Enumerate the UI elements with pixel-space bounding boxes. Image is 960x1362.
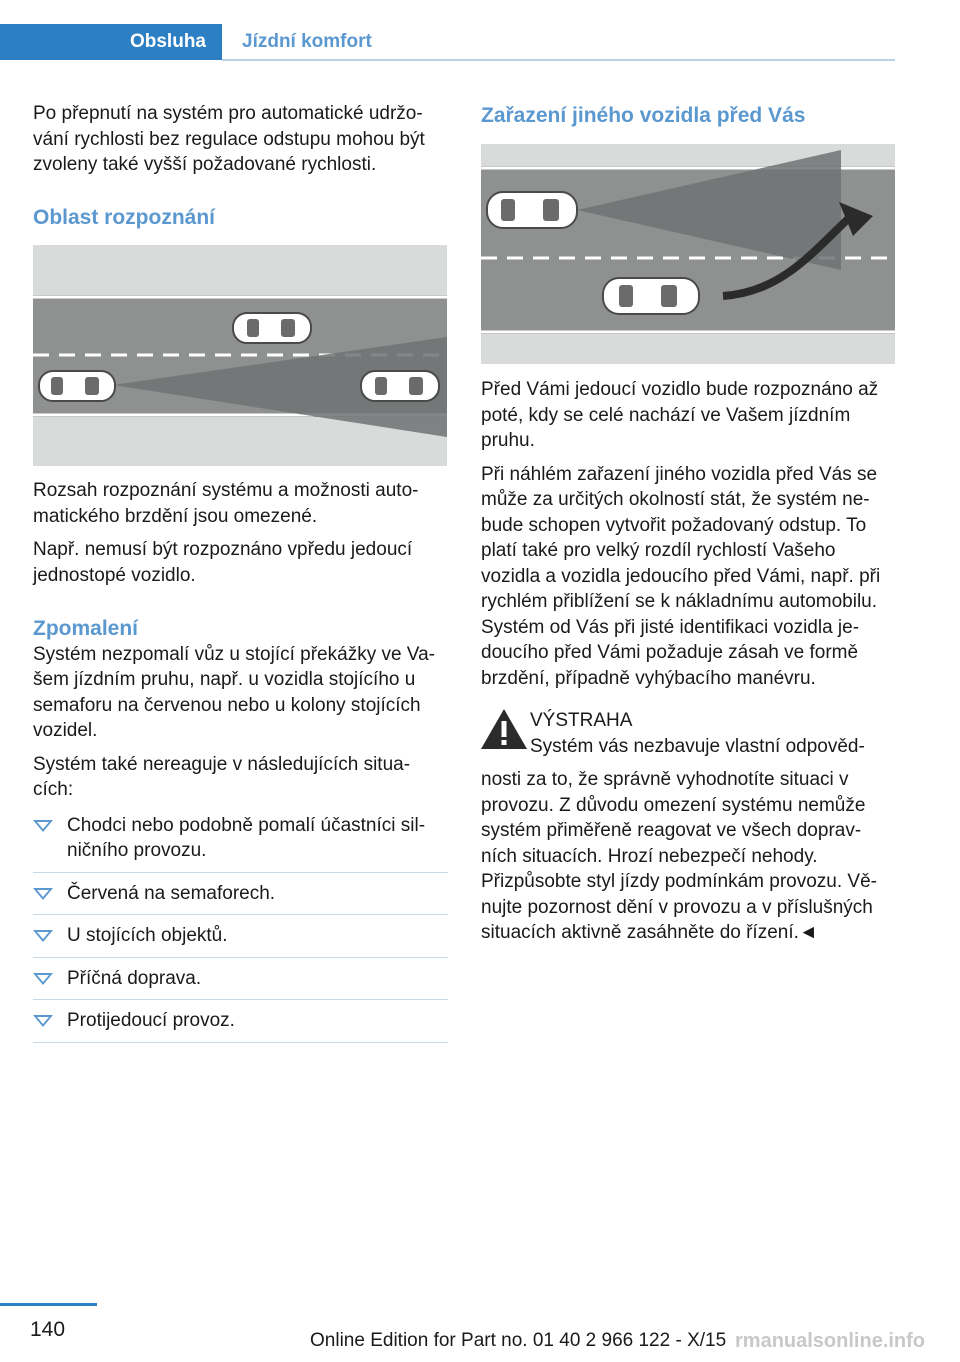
footer-accent-line	[0, 1303, 97, 1306]
example-paragraph: Např. nemusí být rozpoznáno vpředu jedoucí jednostopé vozidlo.	[33, 539, 413, 586]
detect-paragraph: Před Vámi jedoucí vozidlo bude rozpoznáno až poté, kdy se celé nachází ve Vašem jízdním pruhu.	[481, 379, 879, 451]
list-item: Červená na semaforech.	[33, 881, 448, 916]
watermark: rmanualsonline.info	[735, 1330, 926, 1352]
bullet-triangle-icon	[33, 888, 53, 900]
bullet-triangle-icon	[33, 973, 53, 985]
figure-cut-in	[481, 144, 895, 364]
warning-triangle-icon	[480, 708, 528, 750]
car-ahead	[233, 313, 311, 343]
situations-list	[33, 813, 448, 1043]
car-detected	[361, 371, 439, 401]
range-paragraph: Rozsah rozpoznání systému a možnosti auto- matického brzdění jsou omezené.	[33, 480, 419, 527]
heading-zpomaleni: Zpomalení	[33, 617, 139, 640]
tab-obsluha[interactable]: Obsluha	[0, 24, 222, 60]
figure-detection-area	[33, 245, 447, 466]
left-column-top	[33, 101, 448, 186]
list-item: U stojících objektů.	[33, 923, 448, 958]
heading-oblast-rozpoznani: Oblast rozpoznání	[33, 206, 216, 229]
bullet-triangle-icon	[33, 1015, 53, 1027]
slow-paragraph: Systém nezpomalí vůz u stojící překážky ve Va- šem jízdním pruhu, např. u vozidla stojícího u semaforu na červenou nebo u kolony stojících vozidel.	[33, 643, 435, 741]
warning-line: Systém vás nezbavuje vlastní odpověd-	[530, 735, 865, 757]
right-column-body	[481, 377, 895, 699]
own-car	[39, 371, 115, 401]
list-item: Chodci nebo podobně pomalí účastníci sil- ničního provozu.	[33, 813, 448, 873]
chapter-tabs	[0, 24, 895, 62]
react-paragraph: Systém také nereaguje v následujících situa- cích:	[33, 753, 411, 800]
bullet-triangle-icon	[33, 820, 53, 832]
heading-zarazeni: Zařazení jiného vozidla před Vás	[481, 104, 806, 127]
list-item: Příčná doprava.	[33, 966, 448, 1001]
own-car	[487, 192, 577, 228]
online-edition-note: Online Edition for Part no. 01 40 2 966 122 - X/15	[310, 1330, 727, 1351]
warning-title: VÝSTRAHA	[530, 710, 633, 731]
cutting-in-car	[603, 278, 699, 314]
list-item: Protijedoucí provoz.	[33, 1008, 448, 1043]
page-number: 140	[30, 1318, 66, 1341]
bullet-triangle-icon	[33, 930, 53, 942]
tab-jizdni-komfort[interactable]: Jízdní komfort	[242, 31, 372, 52]
cutin-paragraph: Při náhlém zařazení jiného vozidla před Vás se může za určitých okolností stát, že systém ne- bude schopen vytvořit požadovaný odstup. To platí také pro velký rozdíl rychlostí Vašeho vozidla a vozidla jedoucího před Vámi, např. při rychlém přiblížení se k nákladnímu automobilu. Systém od Vás při jisté identifikaci vozidla je- doucího před Vámi požaduje zásah ve formě brzdění, případně vyhýbacího manévru.	[481, 463, 881, 689]
intro-paragraph: Po přepnutí na systém pro automatické udržo- vání rychlosti bez regulace odstupu mohou být zvoleny také vyšší požadované rychlosti.	[33, 103, 425, 175]
left-column-body	[33, 478, 448, 1051]
tab-underline	[222, 59, 895, 61]
warning-text: nosti za to, že správně vyhodnotíte situaci v provozu. Z důvodu omezení systému nemůže systém přiměřeně reagovat ve všech doprav- ních situacích. Hrozí nebezpečí nehody. Přizpůsobte styl jízdy podmínkám provozu. Vě- nujte pozornost dění v provozu a v příslušných situacích aktivně zasáhněte do řízení.◄	[481, 769, 878, 943]
